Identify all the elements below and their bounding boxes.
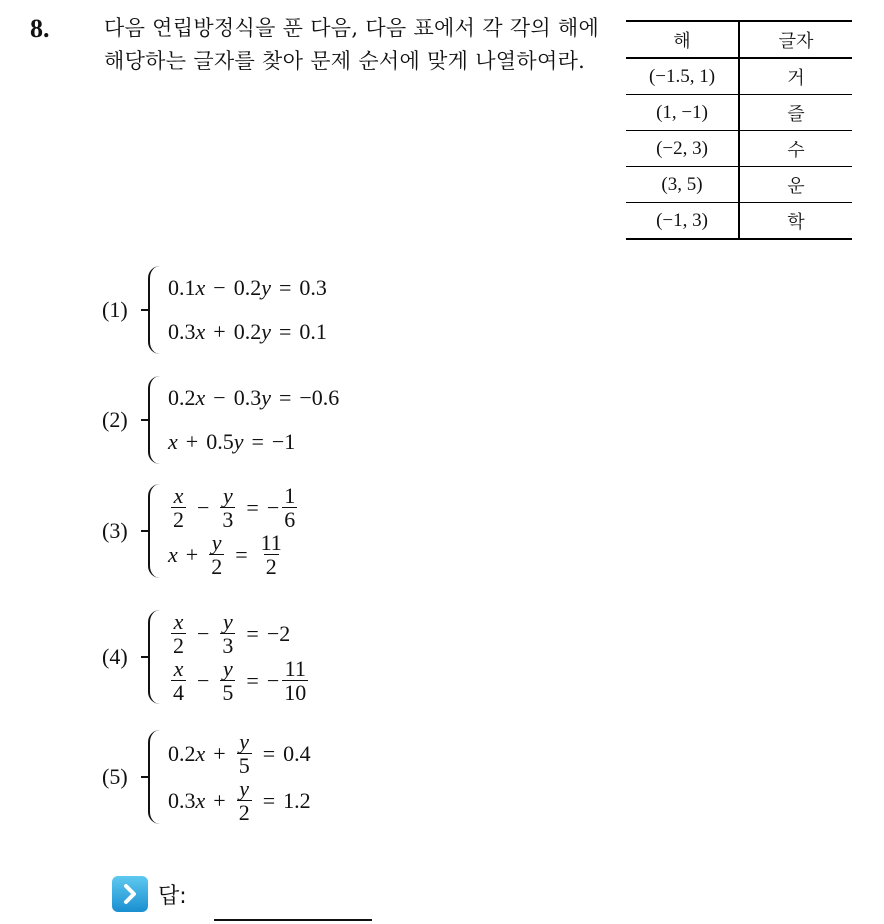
problem-1 (102, 266, 327, 354)
operator: − (197, 620, 210, 646)
operator: + (185, 541, 199, 567)
problem-2 (102, 376, 339, 464)
right-hand-side: 0.1 (299, 319, 327, 344)
fraction: $\frac{y}{5}$ (238, 729, 250, 779)
equation-line: $\frac{x}{4}$ − $\frac{y}{5}$ = − $\frac{11}{10}$ (173, 656, 307, 706)
question-text: 다음 연립방정식을 푼 다음, 다음 표에서 각 각의 해에 해당하는 글자를 찾아 문제 순서에 맞게 나열하여라. (104, 16, 600, 73)
coefficient: 0.2 (233, 275, 262, 300)
operator: − (197, 667, 210, 693)
fraction: $\frac{y}{2}$ (238, 776, 250, 826)
coefficient: 0.3 (168, 319, 196, 344)
equation-line: $\frac{x}{2}$ − $\frac{y}{3}$ = − $\frac{1}{6}$ (173, 483, 296, 533)
table-row (626, 58, 852, 95)
fraction: $\frac{y}{3}$ (222, 483, 234, 533)
right-hand-side: −0.6 (299, 385, 340, 410)
fraction: $\frac{y}{5}$ (222, 656, 234, 706)
table-header-row (626, 21, 852, 58)
operator: − (197, 494, 210, 520)
letter-cell: 거 (739, 58, 852, 95)
fraction: $\frac{y}{3}$ (222, 609, 234, 659)
fraction: $\frac{1}{6}$ (284, 483, 296, 533)
fraction: $\frac{x}{2}$ (173, 483, 184, 533)
system-brace (148, 484, 164, 578)
right-hand-side: −2 (266, 620, 291, 646)
problem-3 (102, 484, 300, 578)
letter-cell: 수 (739, 131, 852, 167)
problem-5 (102, 730, 311, 824)
equation-line: 0.2 x + $\frac{y}{5}$ = 0.4 (168, 729, 311, 779)
operator: + (213, 740, 226, 766)
solution-cell: (−1, 3) (626, 203, 739, 240)
coefficient: 0.2 (168, 385, 196, 410)
coefficient: 0.1 (168, 275, 196, 300)
fraction: $\frac{11}{10}$ (284, 656, 307, 706)
coefficient: 0.5 (206, 429, 234, 454)
problem-label: (2) (102, 407, 128, 432)
coefficient: 0.3 (168, 787, 196, 813)
equation-line: 0.1 x − 0.2 y = 0.3 (168, 275, 327, 300)
equation-line: x + $\frac{y}{2}$ = $\frac{11}{2}$ (168, 530, 282, 580)
solution-cell: (−1.5, 1) (626, 58, 739, 95)
right-hand-side: 0.3 (299, 275, 327, 300)
answer-row (112, 876, 187, 912)
solution-cell: (−2, 3) (626, 131, 739, 167)
problem-label: (1) (102, 297, 128, 322)
fraction: $\frac{x}{4}$ (173, 656, 184, 706)
table-row (626, 167, 852, 203)
right-hand-side: 0.4 (283, 740, 311, 766)
operator: − (213, 385, 226, 410)
header-solution: 해 (626, 21, 739, 58)
operator: + (185, 429, 199, 454)
equation-line: x + 0.5 y = −1 (168, 429, 296, 454)
operator: + (213, 319, 226, 344)
operator: − (213, 275, 226, 300)
question-number: 8. (30, 14, 50, 43)
problem-label: (3) (102, 518, 128, 544)
coefficient: 0.2 (168, 740, 196, 766)
coefficient: 0.2 (233, 319, 262, 344)
fraction: $\frac{11}{2}$ (260, 530, 282, 580)
solution-cell: (3, 5) (626, 167, 739, 203)
problem-label: (4) (102, 644, 128, 670)
equation-line: 0.3 x + 0.2 y = 0.1 (168, 319, 327, 344)
operator: + (213, 787, 226, 813)
right-hand-side: 1.2 (283, 787, 311, 813)
system-brace (148, 610, 164, 704)
answer-blank[interactable] (214, 919, 372, 921)
coefficient: 0.3 (233, 385, 262, 410)
problem-4 (102, 610, 311, 704)
header-letter: 글자 (739, 21, 852, 58)
letter-cell: 학 (739, 203, 852, 240)
system-brace (148, 266, 164, 354)
right-hand-side: −1 (271, 429, 296, 454)
equation-line: 0.2 x − 0.3 y = −0.6 (168, 385, 340, 410)
problem-label: (5) (102, 764, 128, 790)
solution-cell: (1, −1) (626, 95, 739, 131)
fraction: $\frac{x}{2}$ (173, 609, 184, 659)
equation-line: 0.3 x + $\frac{y}{2}$ = 1.2 (168, 776, 311, 826)
table-row (626, 95, 852, 131)
table-row (626, 131, 852, 167)
system-brace (148, 730, 164, 824)
answer-label: 답: (158, 883, 187, 909)
solution-letter-table (626, 20, 852, 240)
letter-cell: 즐 (739, 95, 852, 131)
fraction: $\frac{y}{2}$ (211, 530, 223, 580)
letter-cell: 운 (739, 167, 852, 203)
equation-line: $\frac{x}{2}$ − $\frac{y}{3}$ = −2 (173, 609, 291, 659)
system-brace (148, 376, 164, 464)
sign: − (266, 494, 280, 520)
sign: − (266, 667, 280, 693)
chevron-right-icon (112, 876, 148, 912)
table-row (626, 203, 852, 240)
